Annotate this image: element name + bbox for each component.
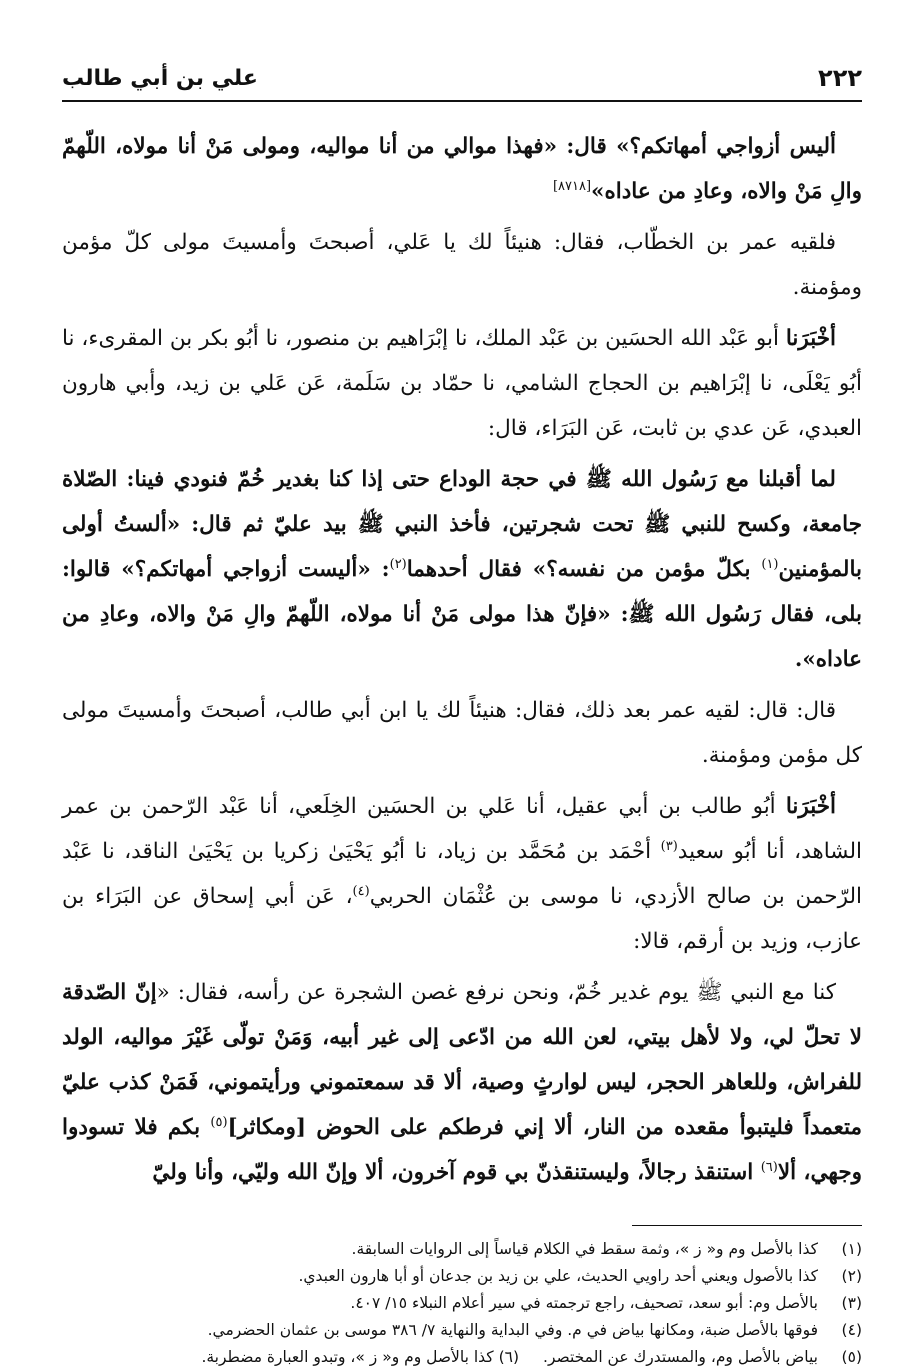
footnote bbox=[62, 1236, 862, 1263]
text-run: أبُو طالب بن أبي عقيل، أنا عَلي بن الحسَين الخِلَعي، أنا عَبْد الرّحمن بن عمر الشاهد، أنا أبُو سعيد bbox=[62, 794, 862, 864]
footnote-text bbox=[62, 1263, 818, 1290]
footnote-text-main: فوقها بالأصل ضبة، ومكانها بياض في م. وفي البداية والنهاية ٧/ ٣٨٦ موسى بن عثمان الحضرمي. bbox=[207, 1321, 818, 1339]
paragraph bbox=[62, 970, 862, 1195]
bold-text: أخْبَرَنا bbox=[785, 326, 836, 351]
footnotes bbox=[62, 1236, 862, 1371]
footnote-marker: (٣) bbox=[660, 838, 678, 854]
footnote-text-main: بياض بالأصل وم، والمستدرك عن المختصر. bbox=[543, 1348, 818, 1366]
footnote-marker: (١) bbox=[761, 556, 779, 572]
footnote-marker: [٨٧١٨] bbox=[552, 178, 592, 194]
paragraph bbox=[62, 784, 862, 964]
bold-text: بكم فلا تسودوا وجهي، ألا bbox=[62, 1115, 862, 1185]
footnote-text-main: كذا بالأصول ويعني أحد راويي الحديث، علي بن زيد بن جدعان أو أبا هارون العبدي. bbox=[298, 1267, 818, 1285]
footnote-text bbox=[62, 1236, 818, 1263]
bold-text: بكلّ مؤمن من نفسه؟» فقال أحدهما bbox=[406, 557, 762, 582]
page-header bbox=[62, 60, 862, 102]
text-run: كنا مع النبي ﷺ يوم غدير خُمّ، ونحن نرفع غصن الشجرة عن رأسه، فقال: « bbox=[156, 980, 836, 1005]
text-run: فلقيه عمر بن الخطّاب، فقال: هنيئاً لك يا عَلي، أصبحتَ وأمسيتَ مولى كلّ مؤمن ومؤمنة. bbox=[62, 230, 862, 300]
footnote-text-secondary: كذا بالأصل وم و« ز »، وتبدو العبارة مضطربة. bbox=[201, 1348, 499, 1366]
footnote-text bbox=[62, 1344, 818, 1371]
paragraph bbox=[62, 688, 862, 778]
paragraph bbox=[62, 124, 862, 214]
footnote-text bbox=[62, 1290, 818, 1317]
bold-text: : «أليست أزواجي أمهاتكم؟» قالوا: بلى، فقال رَسُول الله ﷺ: «فإنّ هذا مولى مَنْ أنا مولاه، اللّهمّ والِ مَنْ والاه، وعادِ من عاداه». bbox=[62, 557, 862, 672]
bold-text: أخْبَرَنا bbox=[785, 794, 836, 819]
footnote-text bbox=[62, 1317, 818, 1344]
page-number: ٢٢٢ bbox=[818, 64, 862, 92]
bold-text: لما أقبلنا مع رَسُول الله ﷺ في حجة الوداع حتى إذا كنا بغدير خُمّ فنودي فينا: الصّلاة جامعة، وكسح للنبي ﷺ تحت شجرتين، فأخذ النبي ﷺ بيد عليّ ثم قال: «ألستُ أولى بالمؤمنين bbox=[62, 467, 862, 582]
footnote bbox=[62, 1317, 862, 1344]
footnote-number: (٤) bbox=[841, 1321, 862, 1339]
footnote-marker: (٥) bbox=[210, 1114, 228, 1130]
bold-text: إنّ الصّدقة لا تحلّ لي، ولا لأهل بيتي، لعن الله من ادّعى إلى غير أبيه، وَمَنْ تولّى غَيْرَ مواليه، الولد للفراش، وللعاهر الحجر، ليس لوارثٍ وصية، ألا قد سمعتموني ورأيتموني، فَمَنْ كذب عليّ متعمداً فليتبوأ مقعده من النار، ألا إني فرطكم على الحوض [ومكاثر] bbox=[62, 980, 862, 1140]
footnote bbox=[62, 1290, 862, 1317]
paragraph bbox=[62, 457, 862, 682]
paragraph bbox=[62, 220, 862, 310]
text-run: أبو عَبْد الله الحسَين بن عَبْد الملك، نا إبْرَاهيم بن منصور، نا أبُو بكر بن المقرىء، نا أبُو يَعْلَى، نا إبْرَاهيم بن الحجاج الشامي، نا حمّاد بن سَلَمة، عَن عَلي بن زيد، وأبي هارون العبدي، عَن عدي بن ثابت، عَن البَرَاء، قال: bbox=[62, 326, 862, 441]
footnote-marker: (٦) bbox=[760, 1159, 778, 1175]
text-run: ، عَن أبي إسحاق عن البَرَاء بن عازب، وزيد بن أرقم، قالا: bbox=[62, 884, 862, 954]
text-run: قال: قال: لقيه عمر بعد ذلك، فقال: هنيئاً لك يا ابن أبي طالب، أصبحتَ وأمسيتَ مولى كل مؤمن ومؤمنة. bbox=[62, 698, 862, 768]
paragraph bbox=[62, 316, 862, 451]
footnote-number: (١) bbox=[841, 1240, 862, 1258]
footnote-number: (٢) bbox=[841, 1267, 862, 1285]
footnote-divider bbox=[632, 1225, 862, 1226]
running-title: علي بن أبي طالب bbox=[62, 66, 258, 91]
footnote bbox=[62, 1344, 862, 1371]
main-text bbox=[62, 124, 862, 1195]
footnote-text-main: بالأصل وم: أبو سعد، تصحيف، راجع ترجمته في سير أعلام النبلاء ١٥/ ٤٠٧. bbox=[350, 1294, 818, 1312]
footnote bbox=[62, 1263, 862, 1290]
text-run: أحْمَد بن مُحَمَّد بن زياد، نا أبُو يَحْيَىٰ زكريا بن يَحْيَىٰ الناقد، نا عَبْد الرّحمن بن صالح الأزدي، نا موسى بن عُثْمَان الحربي bbox=[62, 839, 862, 909]
book-page bbox=[62, 60, 862, 1366]
footnote-number: (٣) bbox=[841, 1294, 862, 1312]
footnote-number: (٥) bbox=[841, 1348, 862, 1366]
bold-text: استنقذ رجالاً، وليستنقذنّ بي قوم آخرون، ألا وإنّ الله وليّي، وأنا وليّ bbox=[152, 1160, 761, 1185]
footnote-marker: (٤) bbox=[352, 883, 370, 899]
footnote-text-main: كذا بالأصل وم و« ز »، وثمة سقط في الكلام قياساً إلى الروايات السابقة. bbox=[351, 1240, 818, 1258]
footnote-marker: (٢) bbox=[389, 556, 407, 572]
footnote-number: (٦) bbox=[498, 1348, 520, 1366]
bold-text: أليس أزواجي أمهاتكم؟» قال: «فهذا موالي من أنا مواليه، ومولى مَنْ أنا مولاه، اللّهمّ والِ مَنْ والاه، وعادِ من عاداه» bbox=[62, 134, 862, 204]
